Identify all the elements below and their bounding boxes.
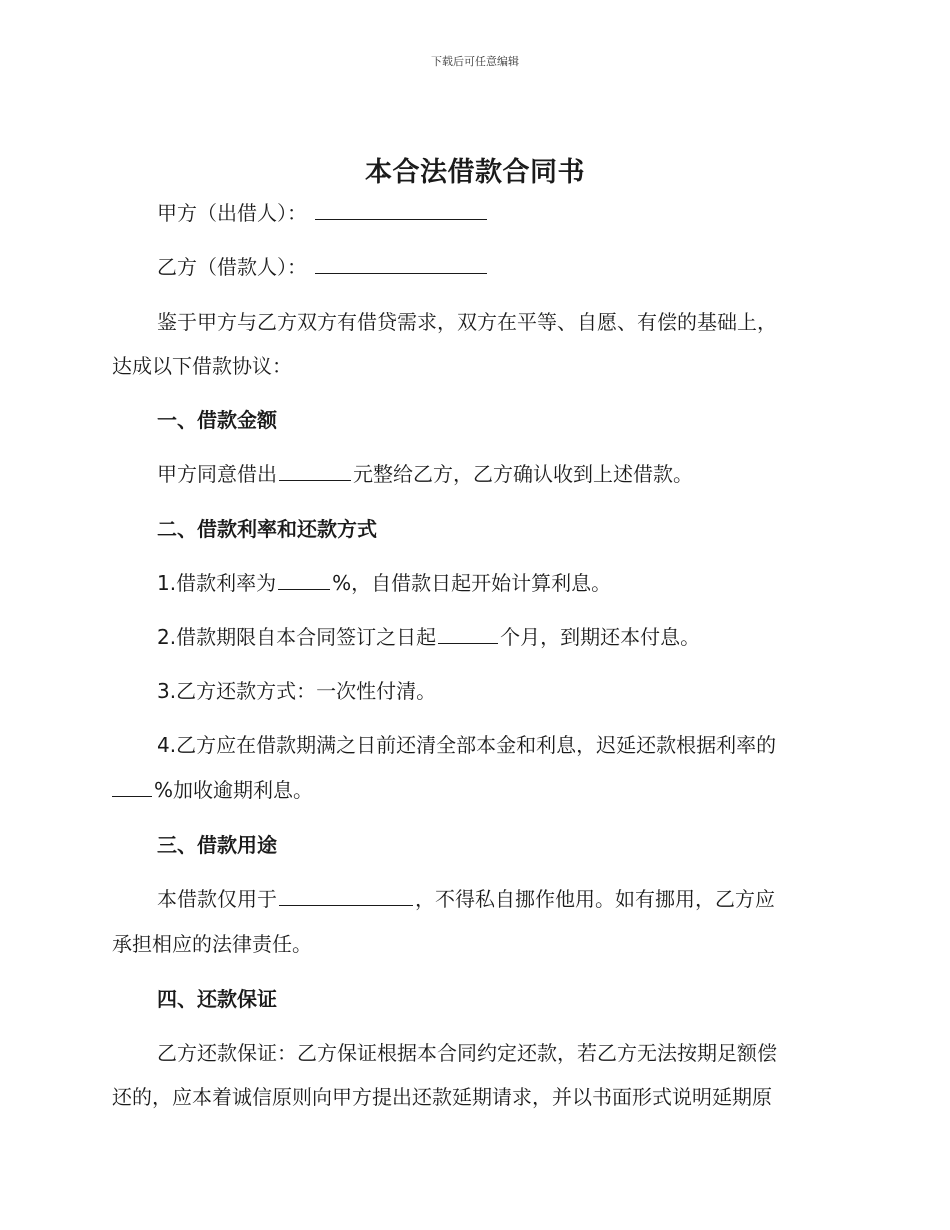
section-2-heading: 二、借款利率和还款方式	[157, 517, 377, 541]
overdue-rate-blank	[112, 776, 152, 797]
interest-rate-blank	[278, 569, 330, 590]
party-b-blank	[315, 253, 487, 274]
section-2-item-3: 3.乙方还款方式：一次性付清。	[157, 679, 437, 703]
intro-line-2: 达成以下借款协议：	[112, 354, 292, 378]
section-4-heading: 四、还款保证	[157, 987, 277, 1011]
section-1-text	[157, 460, 693, 488]
amount-blank	[279, 460, 351, 481]
item-1-text-b: %，自借款日起开始计算利息。	[332, 571, 612, 595]
section-1-text-a: 甲方同意借出	[157, 462, 277, 486]
item-1-text-a: 1.借款利率为	[157, 571, 277, 595]
section-4-line-1: 乙方还款保证：乙方保证根据本合同约定还款，若乙方无法按期足额偿	[157, 1041, 777, 1065]
party-a-line	[157, 199, 489, 227]
purpose-blank	[279, 885, 413, 906]
party-b-label: 乙方（借款人）：	[157, 255, 307, 279]
section-1-heading: 一、借款金额	[157, 408, 277, 432]
item-4-text-b: %加收逾期利息。	[154, 778, 314, 802]
party-a-label: 甲方（出借人）：	[157, 201, 307, 225]
section-3-text-b: ，不得私自挪作他用。如有挪用，乙方应	[415, 887, 775, 911]
section-3-line-1	[157, 885, 775, 913]
intro-line-1: 鉴于甲方与乙方双方有借贷需求，双方在平等、自愿、有偿的基础上，	[157, 310, 777, 334]
item-2-text-b: 个月，到期还本付息。	[500, 625, 701, 649]
section-2-item-2	[157, 623, 700, 651]
section-3-heading: 三、借款用途	[157, 833, 277, 857]
party-a-blank	[315, 199, 487, 220]
item-2-text-a: 2.借款期限自本合同签订之日起	[157, 625, 437, 649]
section-2-item-1	[157, 569, 611, 597]
section-3-text-a: 本借款仅用于	[157, 887, 277, 911]
section-4-line-2: 还的，应本着诚信原则向甲方提出还款延期请求，并以书面形式说明延期原	[112, 1085, 772, 1109]
section-2-item-4-line-2	[112, 776, 313, 804]
header-note: 下载后可任意编辑	[431, 55, 519, 68]
section-3-line-2: 承担相应的法律责任。	[112, 932, 312, 956]
document-title: 本合法借款合同书	[365, 157, 585, 188]
section-1-text-b: 元整给乙方，乙方确认收到上述借款。	[353, 462, 693, 486]
section-2-item-4-line-1: 4.乙方应在借款期满之日前还清全部本金和利息，迟延还款根据利率的	[157, 733, 777, 757]
party-b-line	[157, 253, 489, 281]
term-months-blank	[438, 623, 498, 644]
